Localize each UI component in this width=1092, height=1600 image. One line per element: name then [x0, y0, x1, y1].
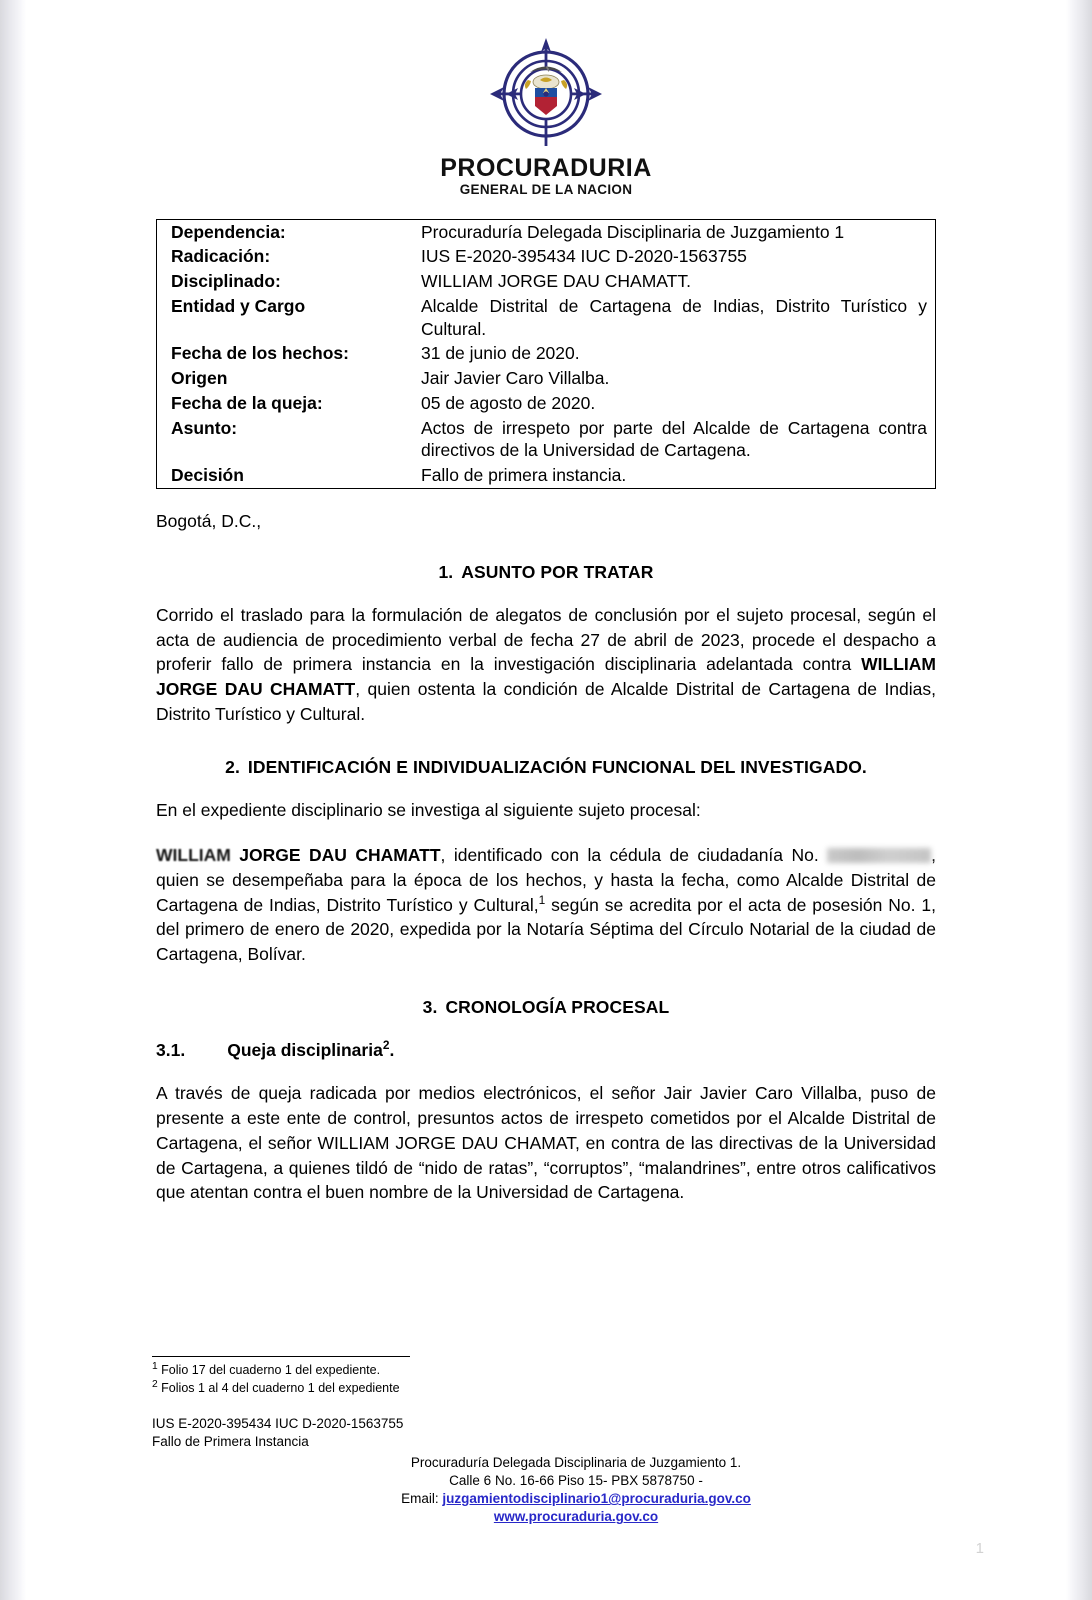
investigated-name-bold: WILLIAM JORGE DAU CHAMATT — [156, 654, 936, 700]
section-3-heading — [156, 997, 936, 1018]
table-row — [157, 219, 936, 244]
row-value: Alcalde Distrital de Cartagena de Indias, Distrito Turístico y Cultural. — [421, 295, 927, 339]
section-3-number: 3. — [422, 997, 438, 1018]
logo-text-secondary: GENERAL DE LA NACION — [459, 182, 633, 197]
row-label: Origen — [171, 368, 228, 388]
section-2-number: 2. — [225, 756, 240, 777]
row-label: Dependencia: — [171, 221, 286, 242]
section-3-1-number: 3.1. — [156, 1040, 186, 1061]
section-2-intro-paragraph: En el expediente disciplinario se investiga al siguiente sujeto procesal: — [156, 799, 701, 820]
footer-website-link[interactable]: www.procuraduria.gov.co — [493, 1509, 659, 1525]
row-label: Disciplinado: — [171, 271, 281, 291]
footnote-ref-2[interactable]: 2 — [382, 1038, 390, 1053]
section-3-1-paragraph: A través de queja radicada por medios electrónicos, el señor Jair Javier Caro Villalba, puso de presente a este ente de control, presuntos actos de irrespeto cometidos por el Alcalde Distrital de Cartagena, el señor WILLIAM JORGE DAU CHAMAT, en contra de las directivas de la Universidad de Cartagena, a quienes tildó de “nido de ratas”, “corruptos”, “malandrines”, entre otros calificativos que atentan contra el buen nombre de la Universidad de Cartagena. — [156, 1083, 936, 1203]
table-row — [157, 244, 936, 269]
document-body — [156, 511, 936, 1206]
footer-office: Procuraduría Delegada Disciplinaria de Juzgamiento 1. — [410, 1454, 742, 1470]
page-number: 1 — [975, 1540, 984, 1557]
row-value: IUS E-2020-395434 IUC D-2020-1563755 — [421, 246, 747, 267]
document-page — [26, 0, 1066, 1600]
row-value: 05 de agosto de 2020. — [421, 392, 596, 413]
footnote-ref-1[interactable]: 1 — [538, 892, 546, 907]
row-label: Radicación: — [171, 246, 271, 267]
footnote-item — [152, 1362, 1066, 1380]
row-label: Fecha de la queja: — [171, 392, 323, 413]
table-row — [157, 463, 936, 488]
table-row — [157, 366, 936, 391]
viewer-gutter-right — [1066, 0, 1092, 1600]
footnote-separator — [152, 1356, 410, 1357]
section-2-title: IDENTIFICACIÓN E INDIVIDUALIZACIÓN FUNCIONAL DEL INVESTIGADO. — [247, 756, 867, 777]
section-1-paragraph — [156, 603, 936, 727]
document-reference-type: Fallo de Primera Instancia — [152, 1434, 309, 1450]
footnote-text: Folio 17 del cuaderno 1 del expediente. — [157, 1363, 381, 1377]
letterhead — [26, 0, 1066, 197]
row-value: Actos de irrespeto por parte del Alcalde de Cartagena contra directivos de la Universidad de Cartagena. — [421, 417, 927, 461]
row-label: Decisión — [171, 465, 244, 485]
section-1-heading — [156, 562, 936, 583]
footnote-area — [26, 1348, 1066, 1527]
table-row — [157, 391, 936, 416]
document-reference — [152, 1415, 1066, 1452]
section-3-1-heading — [156, 1040, 936, 1061]
table-row — [157, 269, 936, 294]
section-2-heading — [156, 757, 936, 778]
section-3-1-title-end: . — [389, 1040, 395, 1061]
row-label: Fecha de los hechos: — [171, 343, 349, 364]
row-label: Entidad y Cargo — [171, 295, 306, 316]
redacted-cedula-number — [827, 848, 931, 863]
section-3-title: CRONOLOGÍA PROCESAL — [445, 997, 670, 1018]
footnote-marker: 1 — [152, 1360, 158, 1372]
row-value: Fallo de primera instancia. — [421, 465, 627, 485]
paragraph-text: , identificado con la cédula de ciudadanía No. — [440, 844, 828, 865]
footnote-list — [152, 1362, 1066, 1398]
row-value: Jair Javier Caro Villalba. — [421, 368, 610, 388]
logo-text-primary: PROCURADURIA — [440, 154, 652, 182]
row-value: WILLIAM JORGE DAU CHAMATT. — [421, 271, 691, 291]
footer-address: Calle 6 No. 16-66 Piso 15- PBX 5878750 - — [449, 1472, 703, 1488]
paragraph-text-end: según se acredita por el acta de posesión No. 1, del primero de enero de 2020, expedida por la Notaría Séptima del Círculo Notarial de la ciudad de Cartagena, Bolívar. — [156, 894, 936, 965]
paragraph-text: , quien se desempeñaba para la época de los hechos, y hasta la fecha, como Alcalde Distrital de Cartagena de Indias, Distrito Turístico y Cultural, — [156, 844, 936, 915]
footer-email-label: Email: — [401, 1491, 443, 1507]
row-label: Asunto: — [171, 417, 238, 438]
footnote-text: Folios 1 al 4 del cuaderno 1 del expediente — [157, 1380, 400, 1395]
paragraph-text: Corrido el traslado para la formulación de alegatos de conclusión por el sujeto procesal, según el acta de audiencia de procedimiento verbal de fecha 27 de abril de 2023, procede el despacho a proferir fallo de primera instancia en la investigación disciplinaria adelantada contra — [156, 604, 936, 675]
document-reference-radicacion: IUS E-2020-395434 IUC D-2020-1563755 — [152, 1415, 404, 1431]
viewer-gutter-left — [0, 0, 26, 1600]
footer-contact-block — [26, 1454, 1066, 1527]
table-row — [157, 416, 936, 464]
procuraduria-emblem-icon — [480, 36, 612, 154]
section-1-number: 1. — [438, 561, 454, 582]
investigated-name-blurred: WILLIAM — [156, 844, 231, 865]
city-line: Bogotá, D.C., — [156, 510, 262, 531]
case-header-table — [156, 219, 936, 489]
section-3-1-title: Queja disciplinaria — [227, 1040, 383, 1061]
footnote-marker: 2 — [152, 1378, 158, 1390]
investigated-name-rest: JORGE DAU CHAMATT — [230, 844, 441, 865]
table-row — [157, 294, 936, 342]
footnote-item — [152, 1380, 1066, 1398]
table-row — [157, 341, 936, 366]
footer-email-link[interactable]: juzgamientodisciplinario1@procuraduria.gov.co — [442, 1491, 751, 1507]
row-value: 31 de junio de 2020. — [421, 343, 580, 364]
footer-email-line — [86, 1490, 1066, 1508]
section-2-identification-paragraph — [156, 843, 936, 967]
paragraph-text-end: , quien ostenta la condición de Alcalde Distrital de Cartagena de Indias, Distrito Turístico y Cultural. — [156, 679, 936, 725]
row-value: Procuraduría Delegada Disciplinaria de Juzgamiento 1 — [421, 221, 845, 242]
footer-website-line — [86, 1508, 1066, 1526]
section-1-title: ASUNTO POR TRATAR — [461, 561, 654, 582]
